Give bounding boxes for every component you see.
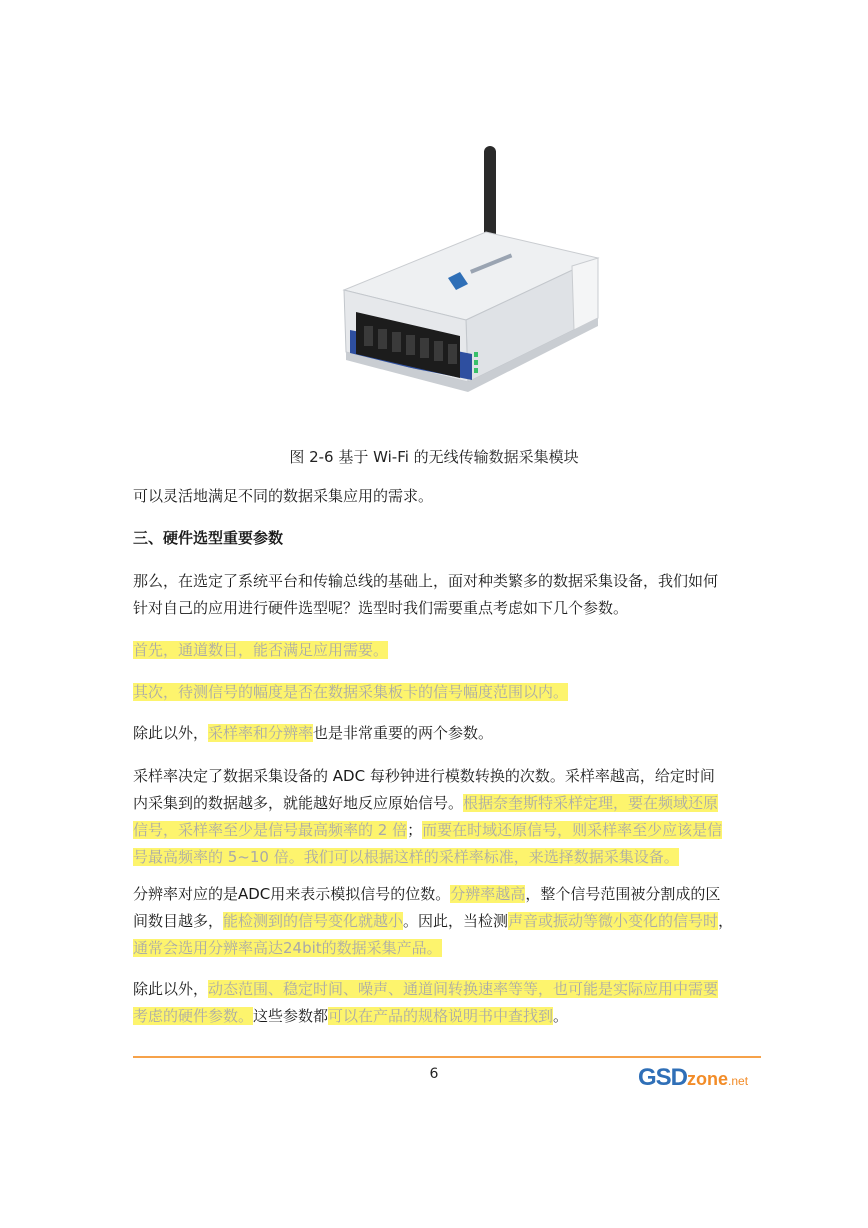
paragraph-continuation — [133, 483, 773, 510]
text-line: 可以灵活地满足不同的数据采集应用的需求。 — [133, 487, 434, 505]
logo-gsd-text: GSD — [638, 1064, 688, 1091]
page-number: 6 — [429, 1066, 439, 1082]
section-heading: 三、硬件选型重要参数 — [133, 529, 284, 547]
footer-divider — [133, 1056, 761, 1058]
highlighted-text: 根据奈奎斯特采样定理，要在频域还原 — [463, 794, 719, 812]
text-run: 也是非常重要的两个参数。 — [313, 724, 494, 742]
text-line: 针对自己的应用进行硬件选型呢？选型时我们需要重点考虑如下几个参数。 — [133, 599, 629, 617]
highlighted-text: 考虑的硬件参数。 — [133, 1007, 254, 1025]
text-run: ； — [407, 821, 423, 839]
wifi-daq-module-photo — [336, 140, 608, 412]
highlighted-text: 信号，采样率至少是信号最高频率的 2 倍 — [133, 821, 408, 839]
logo-net-text: .net — [728, 1074, 749, 1088]
text-run: ， — [718, 912, 734, 930]
highlighted-text: 号最高频率的 5~10 倍。我们可以根据这样的采样率标准，来选择数据采集设备。 — [133, 848, 679, 866]
text-line: 采样率决定了数据采集设备的 ADC 每秒钟进行模数转换的次数。采样率越高，给定时间 — [133, 767, 715, 785]
paragraph-second-point — [133, 679, 773, 706]
paragraph-other-params — [133, 976, 773, 1030]
text-run: 这些参数都 — [253, 1007, 329, 1025]
text-run: 。 — [553, 1007, 569, 1025]
highlighted-text: 分辨率越高 — [450, 885, 526, 903]
text-run: ，整个信号范围被分割成的区 — [525, 885, 721, 903]
highlighted-text: 可以在产品的规格说明书中查找到 — [328, 1007, 554, 1025]
highlighted-text: 首先，通道数目，能否满足应用需要。 — [133, 641, 389, 659]
daq-module-illustration — [336, 140, 608, 412]
logo-zone-text: zone — [687, 1069, 729, 1089]
highlighted-text: 其次，待测信号的幅度是否在数据采集板卡的信号幅度范围以内。 — [133, 683, 569, 701]
text-run: 内采集到的数据越多，就能越好地反应原始信号。 — [133, 794, 464, 812]
paragraph-first-point — [133, 637, 773, 664]
highlighted-text: 声音或振动等微小变化的信号时 — [508, 912, 719, 930]
text-run: 除此以外， — [133, 724, 209, 742]
paragraph-intro — [133, 568, 773, 622]
figure-caption: 图 2-6 基于 Wi-Fi 的无线传输数据采集模块 — [289, 448, 579, 466]
highlighted-text: 能检测到的信号变化就越小 — [223, 912, 404, 930]
paragraph-sampling-rate — [133, 763, 773, 871]
highlighted-text: 动态范围、稳定时间、噪声、通道间转换速率等等，也可能是实际应用中需要 — [208, 980, 719, 998]
highlighted-text: 通常会选用分辨率高达24bit的数据采集产品。 — [133, 939, 442, 957]
paragraph-resolution — [133, 881, 773, 962]
highlighted-text: 采样率和分辨率 — [208, 724, 314, 742]
text-line: 那么，在选定了系统平台和传输总线的基础上，面对种类繁多的数据采集设备，我们如何 — [133, 572, 719, 590]
highlighted-text: 而要在时域还原信号，则采样率至少应该是信 — [422, 821, 723, 839]
text-run: 。因此，当检测 — [403, 912, 509, 930]
text-run: 间数目越多， — [133, 912, 224, 930]
text-run: 除此以外， — [133, 980, 209, 998]
paragraph-besides — [133, 720, 773, 747]
gsdzone-logo — [638, 1064, 748, 1090]
text-run: 分辨率对应的是ADC用来表示模拟信号的位数。 — [133, 885, 451, 903]
